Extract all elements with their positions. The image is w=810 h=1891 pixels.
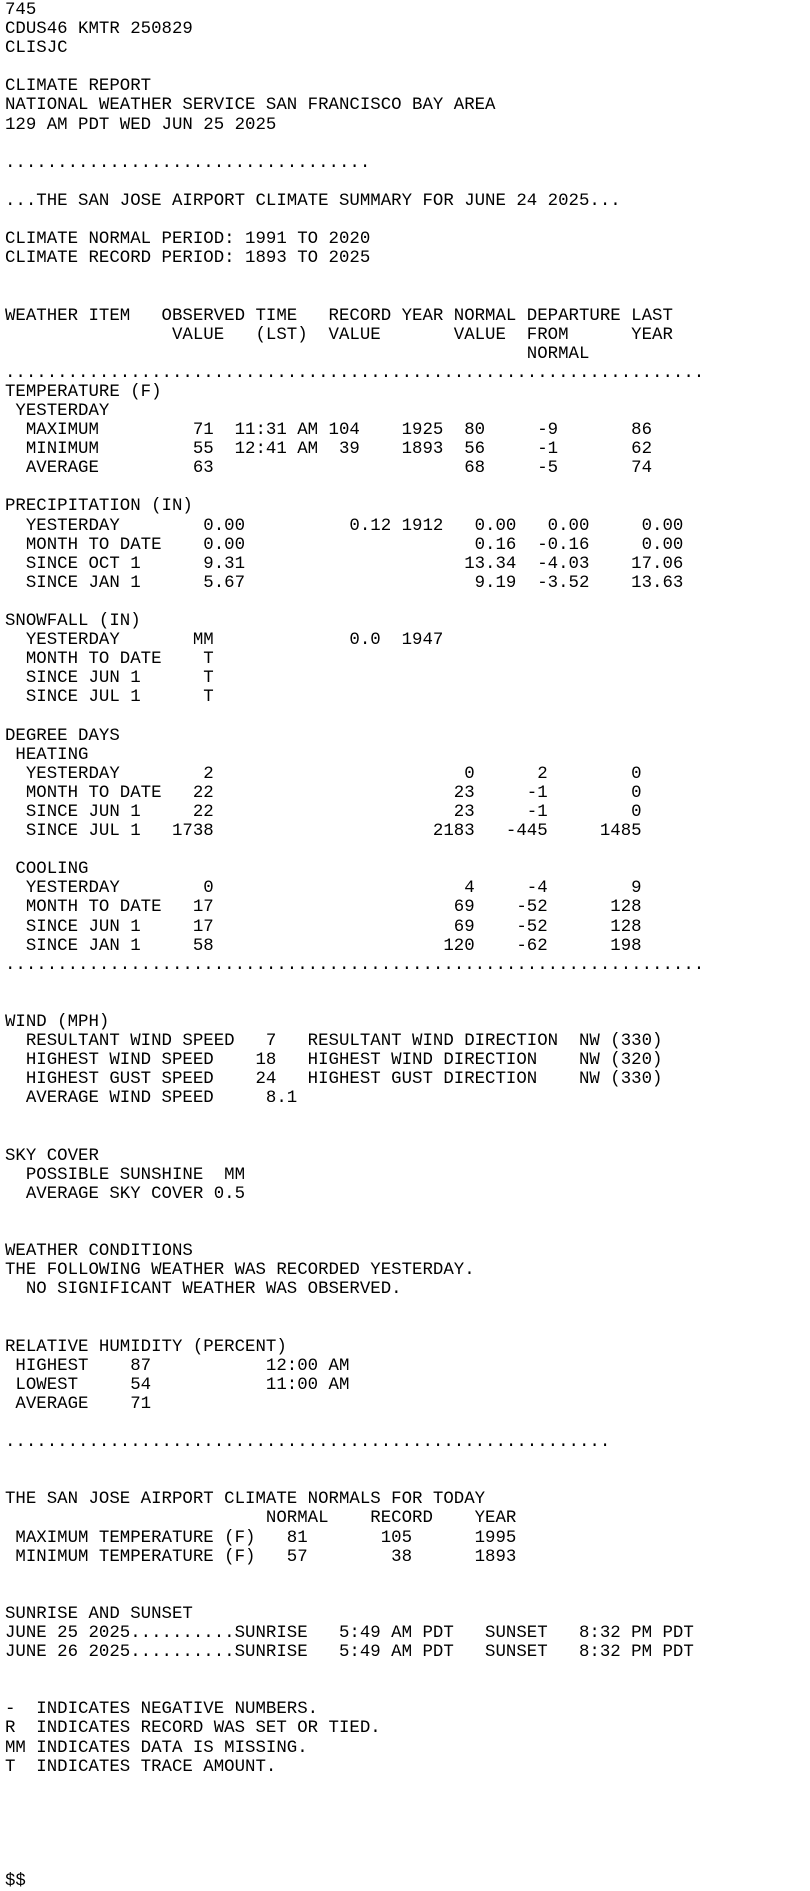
report-line: CLIMATE RECORD PERIOD: 1893 TO 2025 [5, 249, 371, 269]
report-line: RESULTANT WIND SPEED 7 RESULTANT WIND DIRECTION NW (330) [5, 1032, 663, 1052]
report-line [5, 1223, 810, 1242]
report-line [5, 1796, 810, 1815]
report-line [5, 1128, 810, 1147]
report-line [5, 1318, 810, 1337]
report-line: ................................................................... [5, 363, 705, 383]
report-line [5, 1567, 810, 1586]
report-line: ...THE SAN JOSE AIRPORT CLIMATE SUMMARY FOR JUNE 24 2025... [5, 191, 621, 211]
report-line: SINCE JUL 1 T [5, 688, 214, 708]
report-line: MAXIMUM TEMPERATURE (F) 81 105 1995 [5, 1528, 517, 1548]
report-line: SINCE JAN 1 58 120 -62 198 [5, 936, 642, 956]
report-line: WIND (MPH) [5, 1012, 110, 1032]
report-line: CLIMATE REPORT [5, 77, 152, 97]
report-line: TEMPERATURE (F) [5, 382, 162, 402]
report-line [5, 478, 810, 497]
report-line: MONTH TO DATE 0.00 0.16 -0.16 0.00 [5, 535, 684, 555]
report-line: MM INDICATES DATA IS MISSING. [5, 1738, 308, 1758]
report-line: SINCE JUN 1 17 69 -52 128 [5, 917, 642, 937]
report-line [5, 173, 810, 192]
report-line: COOLING [5, 860, 89, 880]
report-line: HIGHEST WIND SPEED 18 HIGHEST WIND DIRECTION NW (320) [5, 1051, 663, 1071]
report-line [5, 841, 810, 860]
report-line: T INDICATES TRACE AMOUNT. [5, 1757, 277, 1777]
report-line: HIGHEST 87 12:00 AM [5, 1356, 350, 1376]
report-line [5, 1204, 810, 1223]
report-line: ................................... [5, 153, 371, 173]
report-line: R INDICATES RECORD WAS SET OR TIED. [5, 1719, 381, 1739]
report-line: $$ [5, 1872, 26, 1891]
report-line [5, 268, 810, 287]
report-line [5, 1662, 810, 1681]
report-line: DEGREE DAYS [5, 726, 120, 746]
report-line: SINCE OCT 1 9.31 13.34 -4.03 17.06 [5, 554, 684, 574]
report-line: YESTERDAY 0.00 0.12 1912 0.00 0.00 0.00 [5, 516, 684, 536]
report-line [5, 994, 810, 1013]
report-line [5, 287, 810, 306]
report-line: SINCE JUN 1 22 23 -1 0 [5, 802, 642, 822]
report-line: MINIMUM 55 12:41 AM 39 1893 56 -1 62 [5, 440, 653, 460]
report-line [5, 58, 810, 77]
report-line [5, 135, 810, 154]
report-line: MONTH TO DATE 22 23 -1 0 [5, 783, 642, 803]
report-line [5, 707, 810, 726]
report-line: SNOWFALL (IN) [5, 612, 141, 631]
report-line: - INDICATES NEGATIVE NUMBERS. [5, 1700, 319, 1720]
report-line: YESTERDAY 0 4 -4 9 [5, 879, 642, 899]
report-line [5, 1108, 810, 1127]
report-line: NATIONAL WEATHER SERVICE SAN FRANCISCO BAY AREA [5, 96, 496, 116]
report-line: MINIMUM TEMPERATURE (F) 57 38 1893 [5, 1547, 517, 1567]
report-line: WEATHER ITEM OBSERVED TIME RECORD YEAR NORMAL DEPARTURE LAST [5, 306, 673, 326]
report-line: AVERAGE SKY COVER 0.5 [5, 1184, 246, 1204]
report-line [5, 1414, 810, 1433]
report-line [5, 975, 810, 994]
report-line: NO SIGNIFICANT WEATHER WAS OBSERVED. [5, 1280, 402, 1300]
report-line [5, 1853, 810, 1872]
report-line: SUNRISE AND SUNSET [5, 1604, 193, 1624]
report-line: AVERAGE WIND SPEED 8.1 [5, 1089, 298, 1109]
report-line: .......................................................... [5, 1433, 611, 1453]
report-line: AVERAGE 71 [5, 1394, 152, 1414]
report-line: HEATING [5, 745, 89, 765]
report-line: JUNE 25 2025..........SUNRISE 5:49 AM PDT SUNSET 8:32 PM PDT [5, 1623, 694, 1643]
report-line: POSSIBLE SUNSHINE MM [5, 1165, 246, 1185]
report-line [5, 211, 810, 230]
report-line [5, 1681, 810, 1700]
report-line [5, 1586, 810, 1605]
report-line: MONTH TO DATE 17 69 -52 128 [5, 898, 642, 918]
report-line: SKY COVER [5, 1146, 99, 1166]
report-line [5, 593, 810, 612]
report-line: YESTERDAY 2 0 2 0 [5, 764, 642, 784]
report-line: LOWEST 54 11:00 AM [5, 1375, 350, 1395]
report-line: NORMAL [5, 344, 590, 364]
report-line: SINCE JAN 1 5.67 9.19 -3.52 13.63 [5, 573, 684, 593]
report-line [5, 1452, 810, 1471]
report-line: RELATIVE HUMIDITY (PERCENT) [5, 1337, 287, 1357]
report-line: CDUS46 KMTR 250829 [5, 20, 193, 40]
report-line: NORMAL RECORD YEAR [5, 1509, 517, 1529]
report-line: THE SAN JOSE AIRPORT CLIMATE NORMALS FOR TODAY [5, 1490, 486, 1510]
report-line [5, 1815, 810, 1834]
report-line: YESTERDAY MM 0.0 1947 [5, 631, 444, 651]
report-line [5, 1834, 810, 1853]
report-line: VALUE (LST) VALUE VALUE FROM YEAR [5, 325, 673, 345]
report-line: MAXIMUM 71 11:31 AM 104 1925 80 -9 86 [5, 421, 653, 441]
report-line [5, 1299, 810, 1318]
report-line: SINCE JUN 1 T [5, 669, 214, 689]
report-line: SINCE JUL 1 1738 2183 -445 1485 [5, 822, 642, 842]
report-line: YESTERDAY [5, 401, 110, 421]
report-line: CLISJC [5, 39, 68, 59]
report-line: PRECIPITATION (IN) [5, 497, 193, 517]
report-line: AVERAGE 63 68 -5 74 [5, 459, 653, 479]
report-line: ................................................................... [5, 955, 705, 975]
report-line: 129 AM PDT WED JUN 25 2025 [5, 115, 277, 135]
report-line [5, 1777, 810, 1796]
report-line: WEATHER CONDITIONS [5, 1242, 193, 1262]
report-line: HIGHEST GUST SPEED 24 HIGHEST GUST DIRECTION NW (330) [5, 1070, 663, 1090]
report-line: JUNE 26 2025..........SUNRISE 5:49 AM PDT SUNSET 8:32 PM PDT [5, 1643, 694, 1663]
report-line [5, 1471, 810, 1490]
report-line: THE FOLLOWING WEATHER WAS RECORDED YESTERDAY. [5, 1261, 475, 1281]
report-line: 745 [5, 1, 37, 20]
report-line: MONTH TO DATE T [5, 650, 214, 670]
report-line: CLIMATE NORMAL PERIOD: 1991 TO 2020 [5, 230, 371, 250]
